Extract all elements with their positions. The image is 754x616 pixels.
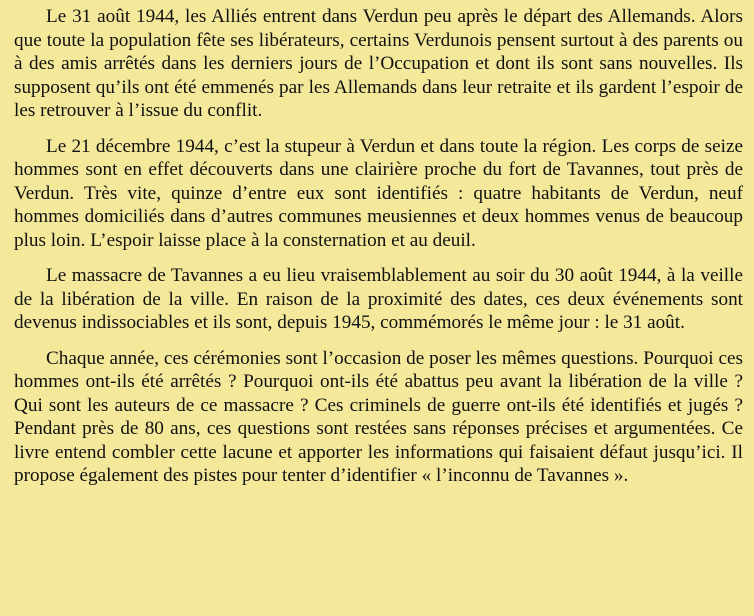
- paragraph-questions-book: Chaque année, ces cérémonies sont l’occasion de poser les mêmes questions. Pourquoi ces hommes ont-ils été arrêtés ? Pourquoi ont-ils été abattus peu avant la libération de la ville ? Qui sont les auteurs de ce massacre ? Ces criminels de guerre ont-ils été identifiés et jugés ? Pendant près de 80 ans, ces questions sont restées sans réponses précises et argumentées. Ce livre entend combler cette lacune et apporter les informations qui faisaient défaut jusqu’ici. Il propose également des pistes pour tenter d’identifier « l’inconnu de Tavannes ».: [14, 347, 743, 486]
- paragraph-massacre-date: Le massacre de Tavannes a eu lieu vraisemblablement au soir du 30 août 1944, à la veille de la libération de la ville. En raison de la proximité des dates, ces deux événements sont devenus indissociables et ils sont, depuis 1945, commémorés le même jour : le 31 août.: [14, 265, 743, 333]
- paragraph-discovery-bodies: Le 21 décembre 1944, c’est la stupeur à Verdun et dans toute la région. Les corps de seize hommes sont en effet découverts dans une clairière proche du fort de Tavannes, tout près de Verdun. Très vite, quinze d’entre eux sont identifiés : quatre habitants de Verdun, neuf hommes domiciliés dans d’autres communes meusiennes et deux hommes venus de beaucoup plus loin. L’espoir laisse place à la consternation et au deuil.: [14, 135, 743, 251]
- paragraph-liberation-verdun: Le 31 août 1944, les Alliés entrent dans Verdun peu après le départ des Allemands. Alors que toute la population fête ses libérateurs, certains Verdunois pensent surtout à des parents ou à des amis arrêtés dans les derniers jours de l’Occupation et dont ils sont sans nouvelles. Ils supposent qu’ils ont été emmenés par les Allemands dans leur retraite et ils gardent l’espoir de les retrouver à l’issue du conflit.: [14, 6, 743, 121]
